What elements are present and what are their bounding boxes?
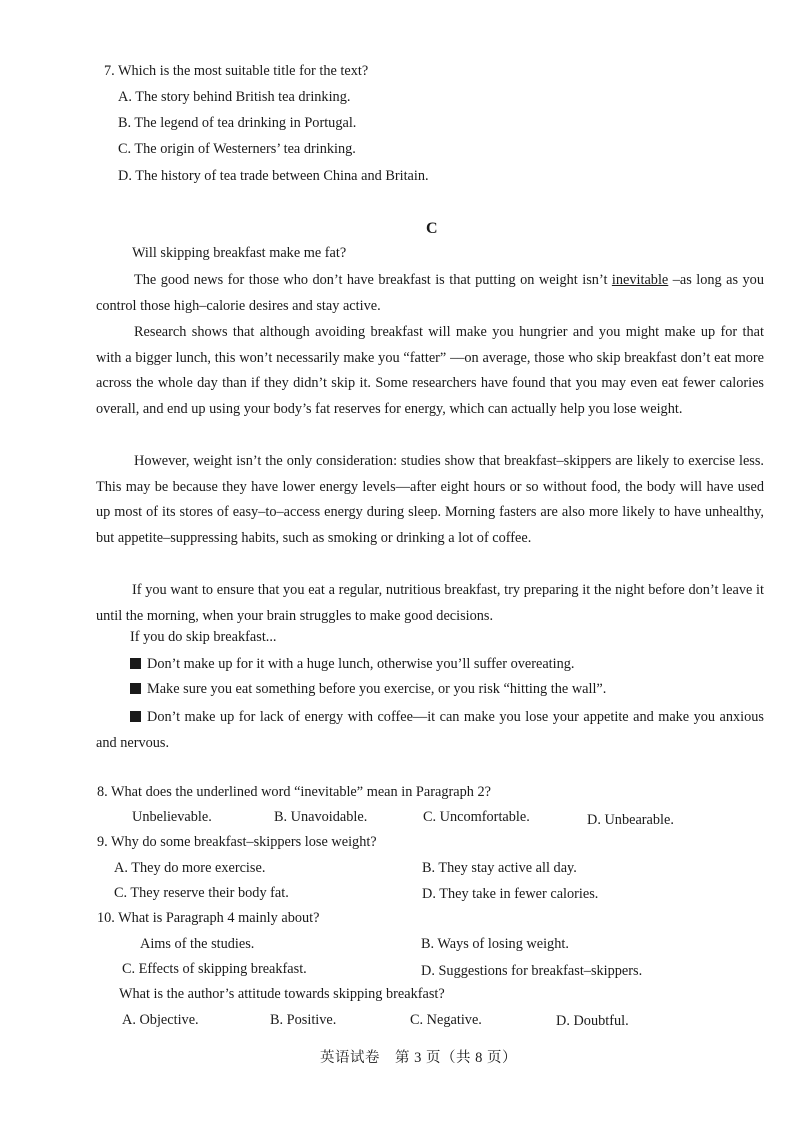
- paragraph-5: If you do skip breakfast...: [130, 629, 277, 645]
- q8-option-a: Unbelievable.: [132, 809, 212, 825]
- bullet-3: [96, 705, 764, 756]
- square-bullet-icon: [130, 683, 141, 694]
- q11-stem: What is the author’s attitude towards skipping breakfast?: [119, 986, 445, 1002]
- q9-stem: 9. Why do some breakfast–skippers lose weight?: [97, 834, 377, 850]
- q7-stem: 7. Which is the most suitable title for the text?: [104, 63, 369, 79]
- q8-option-d: D. Unbearable.: [587, 812, 674, 828]
- q7-option-b: B. The legend of tea drinking in Portugal.: [118, 115, 357, 131]
- bullet-2: [130, 681, 606, 698]
- q11-option-a: A. Objective.: [122, 1012, 199, 1028]
- q8-option-c: C. Uncomfortable.: [423, 809, 530, 825]
- q10-option-a: Aims of the studies.: [140, 936, 255, 952]
- square-bullet-icon: [130, 711, 141, 722]
- paragraph-1-end: –as long as you control those high–calorie desires and stay active.: [96, 272, 764, 314]
- bullet-3-text: Don’t make up for lack of energy with coffee—it can make you lose your appetite and make you anxious and nervous.: [96, 709, 764, 751]
- q8-stem: 8. What does the underlined word “inevitable” mean in Paragraph 2?: [97, 784, 491, 800]
- underlined-word: inevitable: [611, 272, 669, 288]
- q9-option-b: B. They stay active all day.: [422, 860, 577, 876]
- q10-option-c: C. Effects of skipping breakfast.: [122, 961, 307, 977]
- paragraph-1-start: The good news for those who don’t have breakfast is that putting on weight isn’t: [134, 272, 612, 288]
- bullet-1-text: Don’t make up for it with a huge lunch, otherwise you’ll suffer overeating.: [147, 656, 575, 672]
- q11-option-b: B. Positive.: [270, 1012, 337, 1028]
- q11-option-d: D. Doubtful.: [556, 1013, 629, 1029]
- square-bullet-icon: [130, 658, 141, 669]
- q10-option-d: D. Suggestions for breakfast–skippers.: [421, 963, 643, 979]
- q9-option-a: A. They do more exercise.: [114, 860, 266, 876]
- section-label: C: [426, 220, 438, 237]
- paragraph-3: However, weight isn’t the only consideration: studies show that breakfast–skippers are likely to exercise less. This may be because they have lower energy levels—after eight hours or so without food, the body will have used up most of its stores of easy–to–access energy during sleep. Morning fasters are also more likely to have unhealthy, but appetite–suppressing habits, such as smoking or drinking a lot of coffee.: [96, 453, 764, 546]
- q8-option-b: B. Unavoidable.: [274, 809, 368, 825]
- paragraph-4: If you want to ensure that you eat a regular, nutritious breakfast, try preparing it the night before don’t leave it until the morning, when your brain struggles to make good decisions.: [96, 582, 764, 624]
- page-footer: 英语试卷 第 3 页（共 8 页）: [320, 1050, 517, 1066]
- q10-option-b: B. Ways of losing weight.: [421, 936, 569, 952]
- q7-option-d: D. The history of tea trade between China and Britain.: [118, 168, 429, 184]
- q7-option-a: A. The story behind British tea drinking.: [118, 89, 351, 105]
- bullet-1: [130, 656, 574, 673]
- paragraph-1: [96, 268, 764, 319]
- passage-title: Will skipping breakfast make me fat?: [132, 245, 347, 261]
- q10-stem: 10. What is Paragraph 4 mainly about?: [97, 910, 320, 926]
- q9-option-c: C. They reserve their body fat.: [114, 885, 289, 901]
- q11-option-c: C. Negative.: [410, 1012, 482, 1028]
- q7-option-c: C. The origin of Westerners’ tea drinking.: [118, 141, 356, 157]
- q9-option-d: D. They take in fewer calories.: [422, 886, 599, 902]
- bullet-2-text: Make sure you eat something before you exercise, or you risk “hitting the wall”.: [147, 681, 607, 697]
- paragraph-2: Research shows that although avoiding breakfast will make you hungrier and you might make up for that with a bigger lunch, this won’t necessarily make you “fatter” ––on average, those who skip breakfast don’t eat more across the whole day than if they didn’t skip it. Some researchers have found that you may even eat fewer calories overall, and end up using your body’s fat reserves for energy, which can actually help you lose weight.: [96, 324, 764, 417]
